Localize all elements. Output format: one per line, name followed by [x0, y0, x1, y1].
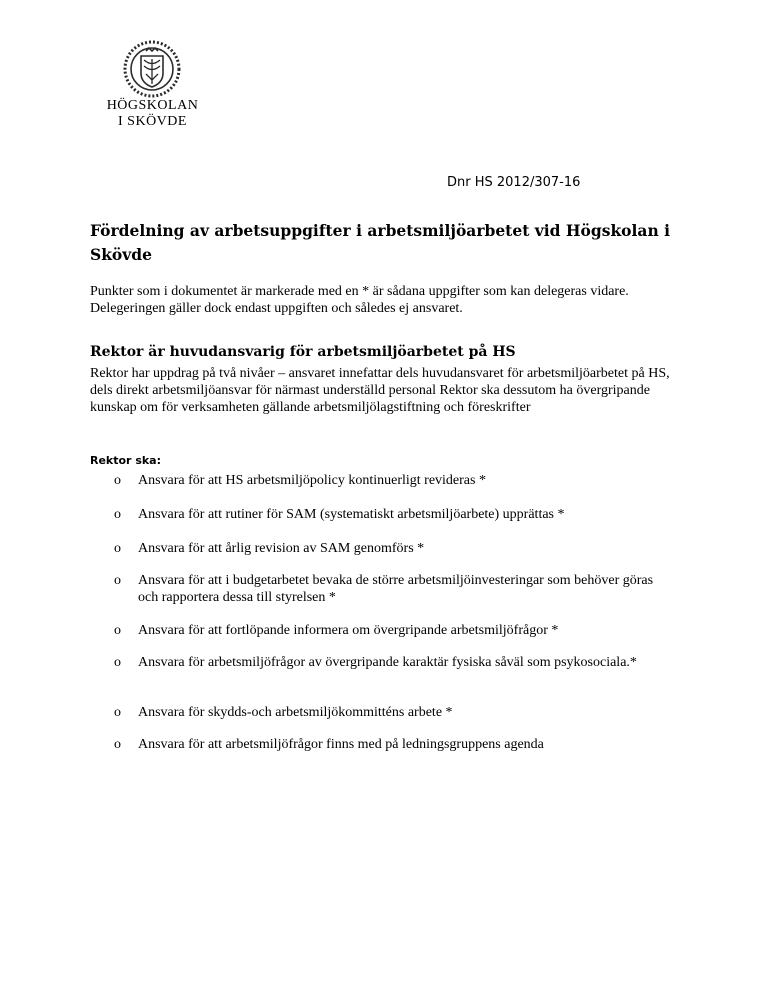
bullet-icon: o	[114, 473, 121, 488]
list-item-text: Ansvara för att arbetsmiljöfrågor finns med på ledningsgruppens agenda	[138, 737, 544, 752]
university-seal-icon	[108, 40, 196, 98]
list-item-text: Ansvara för att rutiner för SAM (systematiskt arbetsmiljöarbete) upprättas *	[138, 507, 565, 522]
list-item-text: Ansvara för arbetsmiljöfrågor av övergripande karaktär fysiska såväl som psykosociala.*	[138, 655, 637, 670]
university-logo	[100, 40, 205, 132]
bullet-icon: o	[114, 705, 121, 720]
bullet-icon: o	[114, 507, 121, 522]
bullet-icon: o	[114, 573, 121, 588]
bullet-icon: o	[114, 541, 121, 556]
list-item-text: Ansvara för att HS arbetsmiljöpolicy kontinuerligt revideras *	[138, 473, 486, 488]
logo-wordmark	[100, 98, 205, 130]
duties-subheading: Rektor ska:	[90, 454, 162, 467]
section-heading: Rektor är huvudansvarig för arbetsmiljöarbetet på HS	[90, 344, 516, 360]
logo-line-2: I SKÖVDE	[118, 114, 187, 129]
logo-line-1: HÖGSKOLAN	[106, 98, 199, 113]
list-item-text: Ansvara för att årlig revision av SAM genomförs *	[138, 541, 425, 556]
bullet-icon: o	[114, 737, 121, 752]
document-reference-number: Dnr HS 2012/307-16	[447, 175, 581, 190]
intro-paragraph: Punkter som i dokumentet är markerade med en * är sådana uppgifter som kan delegeras vidare. Delegeringen gäller dock endast uppgiften och således ej ansvaret.	[90, 284, 629, 316]
list-item-text: Ansvara för skydds-och arbetsmiljökommitténs arbete *	[138, 705, 453, 720]
section-paragraph: Rektor har uppdrag på två nivåer – ansvaret innefattar dels huvudansvaret för arbetsmiljöarbetet på HS, dels direkt arbetsmiljöansvar för närmast underställd personal Rektor ska dessutom ha övergripande kunskap om för verksamheten gällande arbetsmiljölagstiftning och föreskrifter	[90, 366, 670, 415]
bullet-icon: o	[114, 623, 121, 638]
list-item-text: Ansvara för att fortlöpande informera om övergripande arbetsmiljöfrågor *	[138, 623, 559, 638]
document-title: Fördelning av arbetsuppgifter i arbetsmiljöarbetet vid Högskolan i Skövde	[90, 221, 671, 264]
list-item-text: Ansvara för att i budgetarbetet bevaka de större arbetsmiljöinvesteringar som behöver göras och rapportera dessa till styrelsen *	[138, 573, 654, 605]
bullet-icon: o	[114, 655, 121, 670]
